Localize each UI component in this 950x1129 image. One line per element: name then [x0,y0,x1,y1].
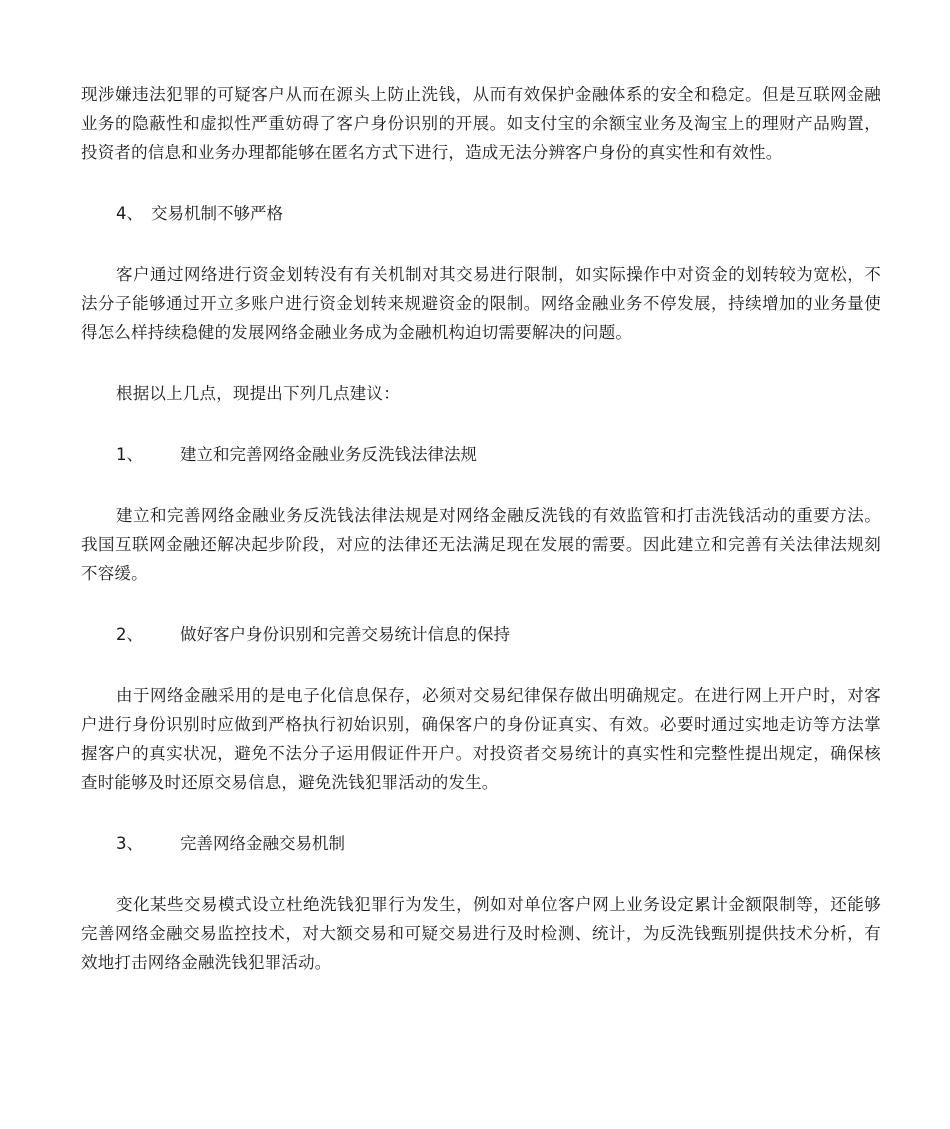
suggestion-heading-1 [81,440,881,469]
heading-title: 完善网络金融交易机制 [180,834,345,853]
heading-number: 1、 [116,445,143,464]
spacer [81,588,881,620]
heading-title: 交易机制不够严格 [151,204,283,223]
paragraph-summary: 根据以上几点，现提出下列几点建议： [116,384,400,403]
heading-4 [81,199,881,228]
spacer [81,228,881,260]
spacer [81,797,881,829]
paragraph-suggestion-3: 变化某些交易模式设立杜绝洗钱犯罪行为发生，例如对单位客户网上业务设定累计金额限制等，还能够完善网络金融交易监控技术，对大额交易和可疑交易进行及时检测、统计，为反洗钱甄别提供技术分析，有效地打击网络金融洗钱犯罪活动。 [81,895,881,972]
spacer [81,408,881,440]
spacer [81,469,881,501]
spacer [81,649,881,681]
heading-number: 3、 [116,834,143,853]
paragraph-suggestion-2: 由于网络金融采用的是电子化信息保存，必须对交易纪律保存做出明确规定。在进行网上开户时，对客户进行身份识别时应做到严格执行初始识别，确保客户的身份证真实、有效。必要时通过实地走访等方法掌握客户的真实状况，避免不法分子运用假证件开户。对投资者交易统计的真实性和完整性提出规定，确保核查时能够及时还原交易信息，避免洗钱犯罪活动的发生。 [81,686,881,792]
paragraph-transaction-mechanism: 客户通过网络进行资金划转没有有关机制对其交易进行限制，如实际操作中对资金的划转较为宽松，不法分子能够通过开立多账户进行资金划转来规避资金的限制。网络金融业务不停发展，持续增加的业务量使得怎么样持续稳健的发展网络金融业务成为金融机构迫切需要解决的问题。 [81,265,881,342]
spacer [81,347,881,379]
heading-number: 2、 [116,625,143,644]
paragraph-suggestion-1: 建立和完善网络金融业务反洗钱法律法规是对网络金融反洗钱的有效监管和打击洗钱活动的重要方法。我国互联网金融还解决起步阶段，对应的法律还无法满足现在发展的需要。因此建立和完善有关法律法规刻不容缓。 [81,506,881,583]
suggestion-heading-3 [81,829,881,858]
suggestion-heading-2 [81,620,881,649]
document-page [81,80,881,977]
heading-title: 建立和完善网络金融业务反洗钱法律法规 [180,445,477,464]
heading-title: 做好客户身份识别和完善交易统计信息的保持 [180,625,510,644]
spacer [81,167,881,199]
heading-number: 4、 [116,204,143,223]
paragraph-intro: 现涉嫌违法犯罪的可疑客户从而在源头上防止洗钱，从而有效保护金融体系的安全和稳定。但是互联网金融业务的隐蔽性和虚拟性严重妨碍了客户身份识别的开展。如支付宝的余额宝业务及淘宝上的理财产品购置，投资者的信息和业务办理都能够在匿名方式下进行，造成无法分辨客户身份的真实性和有效性。 [81,85,881,162]
spacer [81,858,881,890]
